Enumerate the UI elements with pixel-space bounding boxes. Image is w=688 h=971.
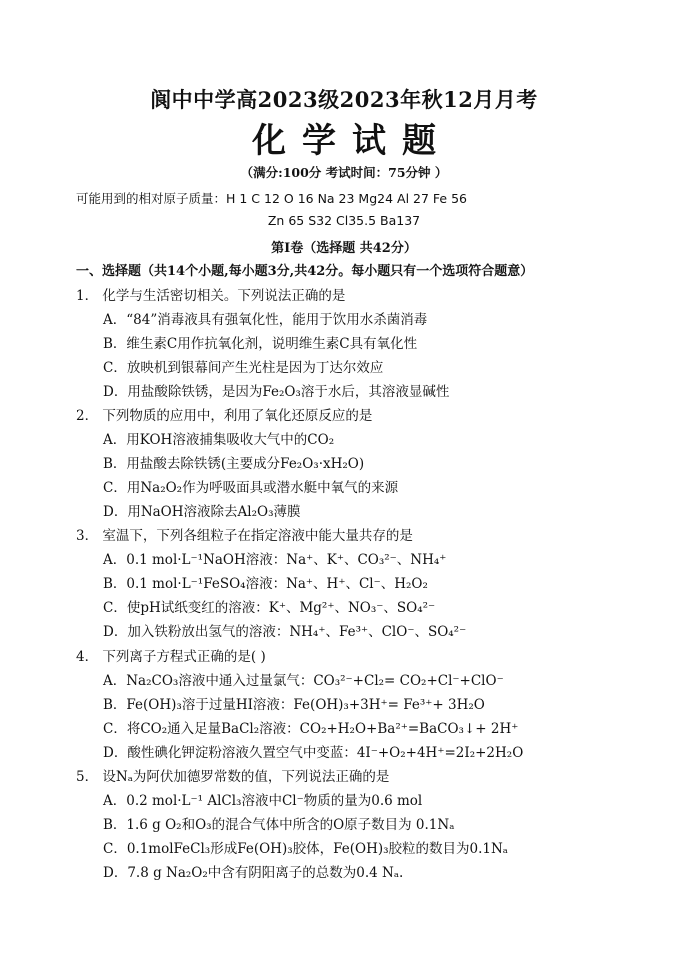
question-4-option-c: C．将CO₂通入足量BaCl₂溶液：CO₂+H₂O+Ba²⁺=BaCO₃↓+ 2H⁺ [103, 721, 519, 737]
question-3-option-d: D．加入铁粉放出氢气的溶液：NH₄⁺、Fe³⁺、ClO⁻、SO₄²⁻ [103, 624, 467, 640]
question-4-stem: 4． 下列离子方程式正确的是( ) [76, 649, 266, 665]
question-3-option-b: B．0.1 mol·L⁻¹FeSO₄溶液：Na⁺、H⁺、Cl⁻、H₂O₂ [103, 576, 428, 592]
question-2-stem: 2． 下列物质的应用中，利用了氧化还原反应的是 [76, 408, 373, 424]
question-2-option-d: D．用NaOH溶液除去Al₂O₃薄膜 [103, 504, 301, 520]
question-4-option-b: B．Fe(OH)₃溶于过量HI溶液：Fe(OH)₃+3H⁺= Fe³⁺+ 3H₂O [103, 697, 485, 713]
question-3-option-c: C．使pH试纸变红的溶液：K⁺、Mg²⁺、NO₃⁻、SO₄²⁻ [103, 600, 436, 616]
score-time-info: （满分:100分 考试时间：75分钟 ） [240, 165, 448, 180]
section-title: 第Ⅰ卷（选择题 共42分） [271, 241, 417, 256]
subject-title: 化学试题 [252, 121, 452, 161]
question-5-option-b: B．1.6 g O₂和O₃的混合气体中所含的O原子数目为 0.1Nₐ [103, 817, 455, 833]
question-1-option-d: D．用盐酸除铁锈，是因为Fe₂O₃溶于水后，其溶液显碱性 [103, 384, 450, 400]
question-4-option-d: D．酸性碘化钾淀粉溶液久置空气中变蓝：4I⁻+O₂+4H⁺=2I₂+2H₂O [103, 745, 524, 761]
question-1-option-a: A．“84”消毒液具有强氧化性，能用于饮用水杀菌消毒 [103, 312, 428, 328]
question-3-stem: 3． 室温下，下列各组粒子在指定溶液中能大量共存的是 [76, 528, 413, 544]
question-1-option-c: C．放映机到银幕间产生光柱是因为丁达尔效应 [103, 360, 384, 376]
question-5-option-c: C．0.1molFeCl₃形成Fe(OH)₃胶体，Fe(OH)₃胶粒的数目为0.1Nₐ [103, 841, 509, 857]
question-2-option-b: B．用盐酸去除铁锈(主要成分Fe₂O₃·xH₂O) [103, 456, 365, 472]
atomic-masses-line-2: Zn 65 S32 Cl35.5 Ba137 [267, 213, 421, 228]
question-3-option-a: A．0.1 mol·L⁻¹NaOH溶液：Na⁺、K⁺、CO₃²⁻、NH₄⁺ [103, 552, 447, 568]
section-instruction: 一、选择题（共14个小题,每小题3分,共42分。每小题只有一个选项符合题意） [76, 264, 534, 279]
question-5-option-d: D．7.8 g Na₂O₂中含有阴阳离子的总数为0.4 Nₐ. [103, 865, 404, 881]
question-1-stem: 1． 化学与生活密切相关。下列说法正确的是 [76, 288, 346, 304]
exam-title: 阆中中学高2023级2023年秋12月月考 [150, 87, 538, 112]
question-2-option-a: A．用KOH溶液捕集吸收大气中的CO₂ [103, 432, 335, 448]
question-4-option-a: A．Na₂CO₃溶液中通入过量氯气：CO₃²⁻+Cl₂= CO₂+Cl⁻+ClO⁻ [103, 673, 504, 689]
question-5-stem: 5． 设Nₐ为阿伏加德罗常数的值，下列说法正确的是 [76, 769, 390, 785]
question-2-option-c: C．用Na₂O₂作为呼吸面具或潜水艇中氧气的来源 [103, 480, 399, 496]
question-5-option-a: A．0.2 mol·L⁻¹ AlCl₃溶液中Cl⁻物质的量为0.6 mol [103, 793, 423, 809]
question-1-option-b: B．维生素C用作抗氧化剂，说明维生素C具有氧化性 [103, 336, 418, 352]
atomic-masses-line-1: 可能用到的相对原子质量：H 1 C 12 O 16 Na 23 Mg24 Al 27 Fe 56 [76, 191, 467, 206]
